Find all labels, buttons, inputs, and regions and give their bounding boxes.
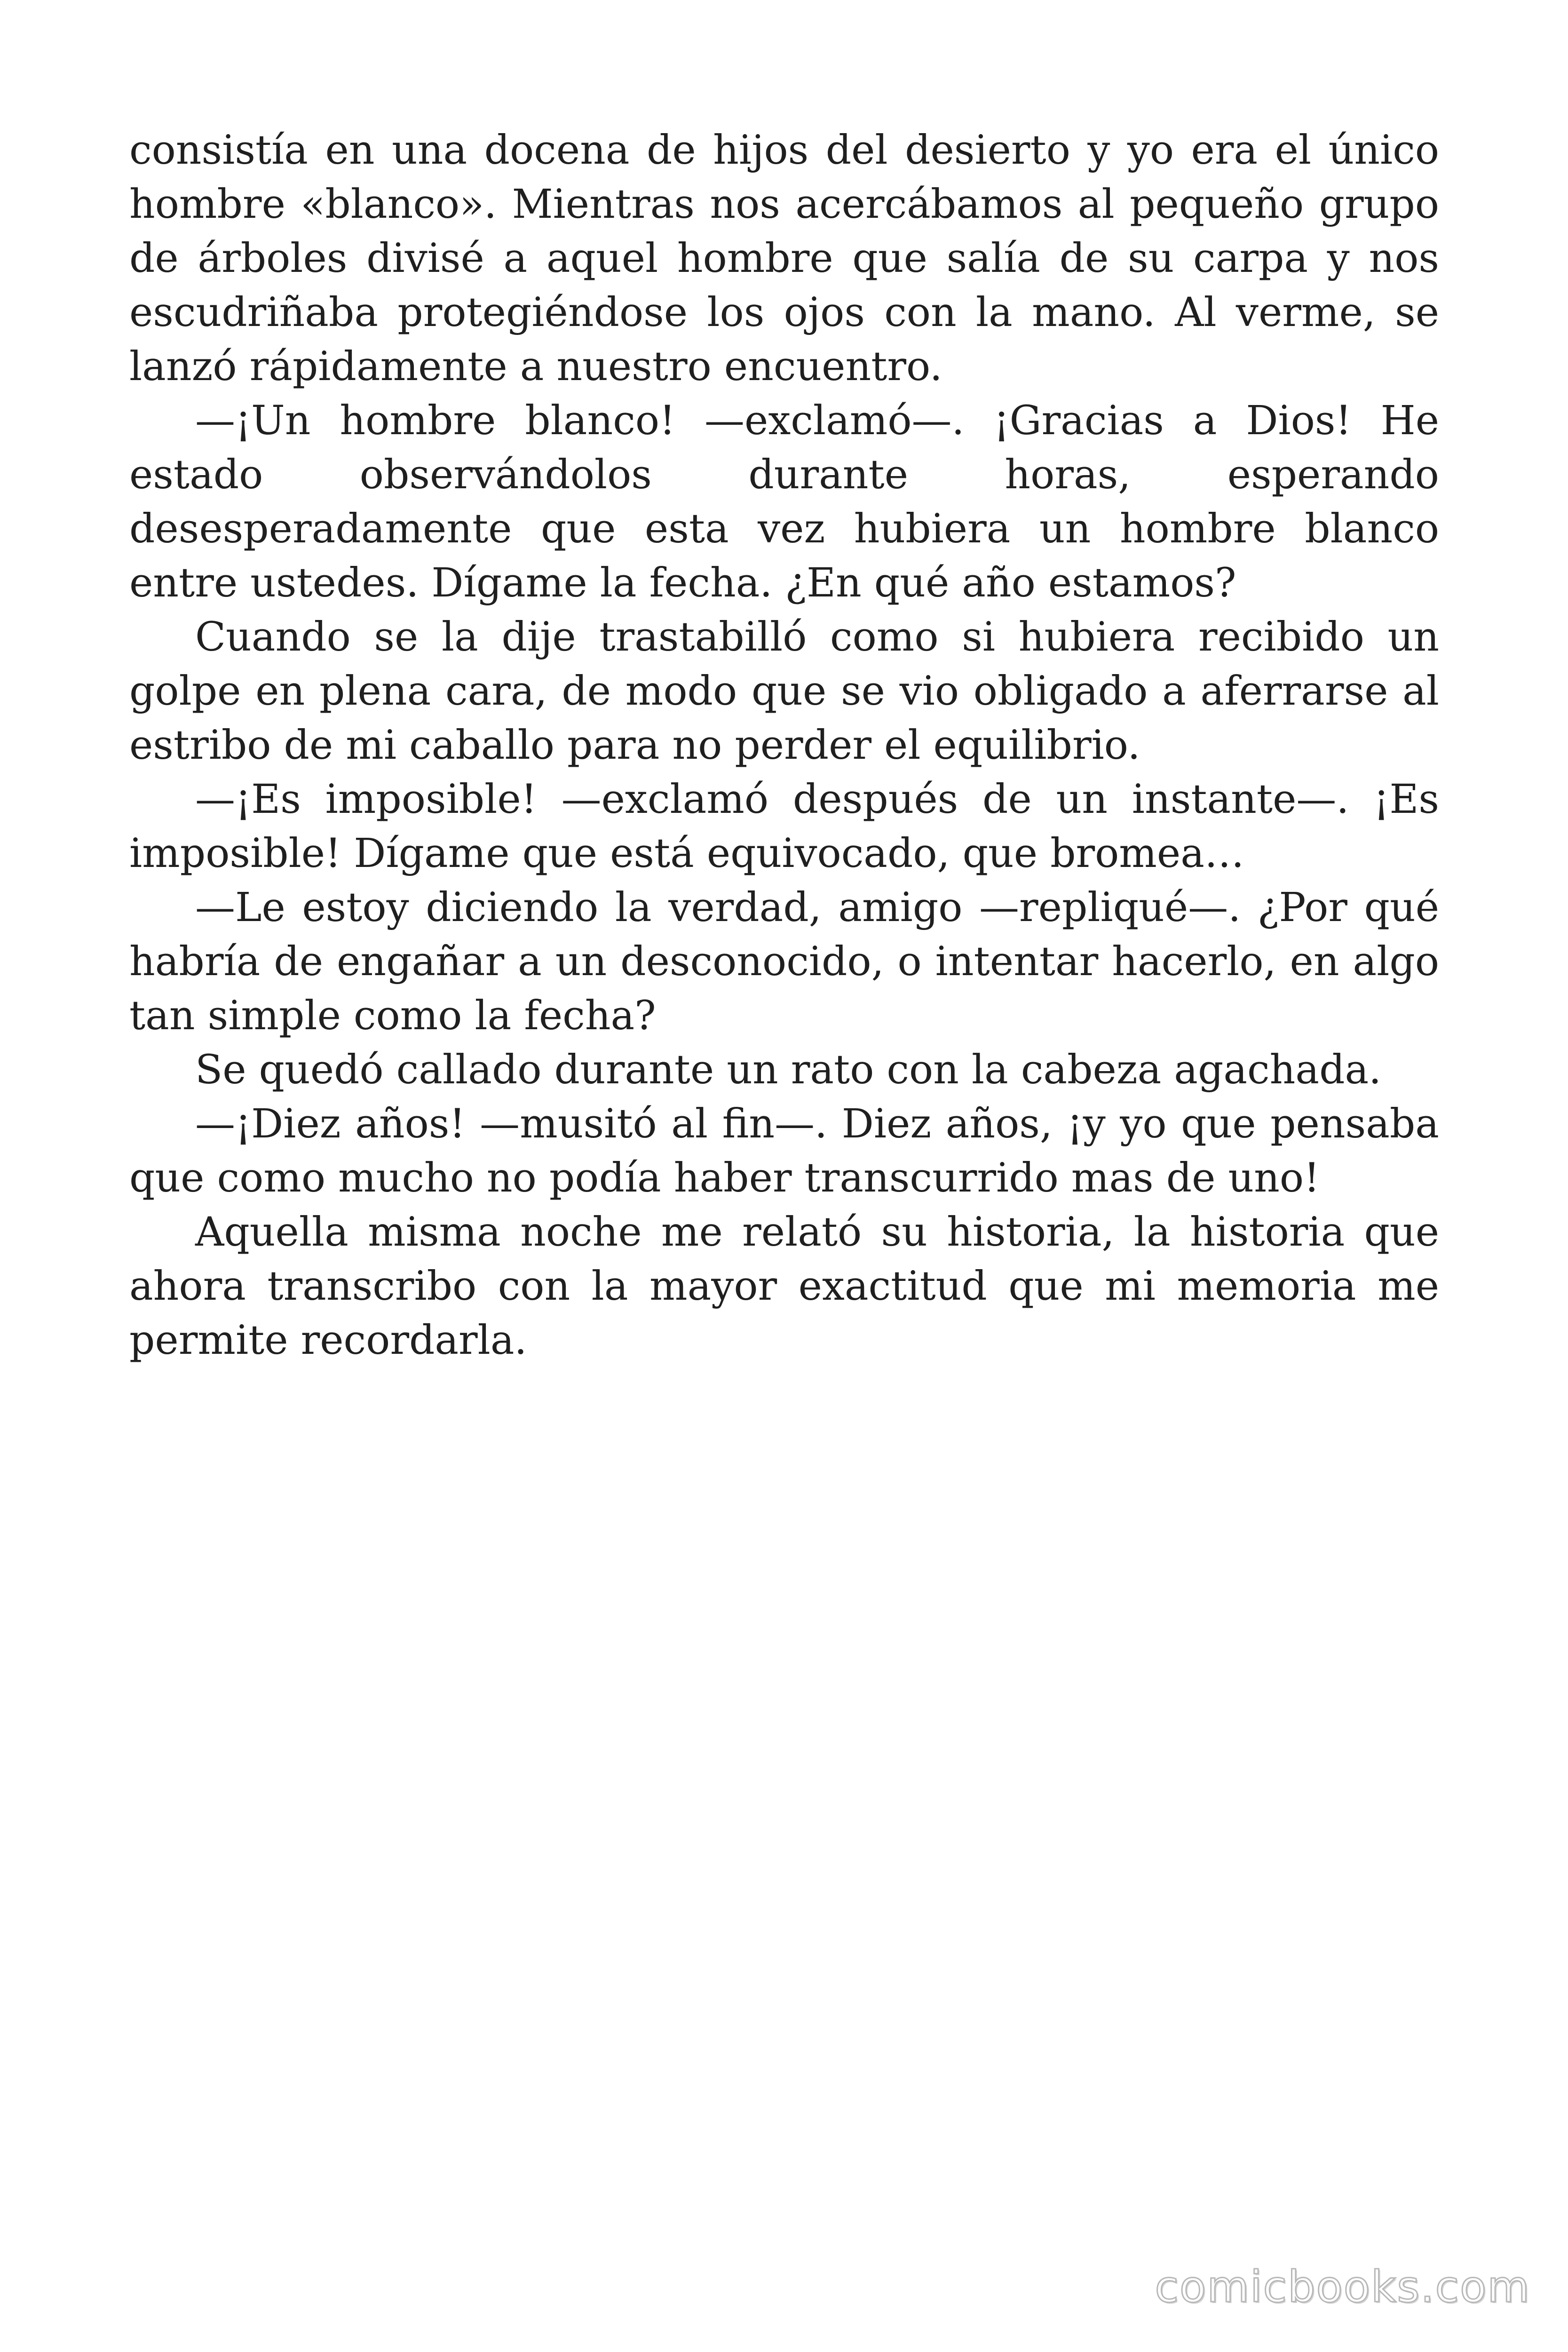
paragraph-8: Aquella misma noche me relató su historia, la historia que ahora transcribo con la mayor exactitud que mi memoria me permite recordarla. (129, 1209, 1439, 1364)
paragraph-2: —¡Un hombre blanco! —exclamó—. ¡Gracias a Dios! He estado observándolos durante horas, esperando desesperadamente que esta vez hubiera un hombre blanco entre ustedes. Dígame la fecha. ¿En qué año estamos? (129, 397, 1439, 606)
paragraph-6: Se quedó callado durante un rato con la cabeza agachada. (195, 1047, 1382, 1093)
paragraph-7: —¡Diez años! —musitó al fin—. Diez años, ¡y yo que pensaba que como mucho no podía haber transcurrido mas de uno! (129, 1101, 1439, 1201)
paragraph-3: Cuando se la dije trastabilló como si hubiera recibido un golpe en plena cara, de modo que se vio obligado a aferrarse al estribo de mi caballo para no perder el equilibrio. (129, 614, 1439, 769)
page-body (129, 123, 1439, 1367)
paragraph-5: —Le estoy diciendo la verdad, amigo —repliqué—. ¿Por qué habría de engañar a un desconocido, o intentar hacerlo, en algo tan simple como la fecha? (129, 884, 1439, 1039)
paragraph-4: —¡Es imposible! —exclamó después de un instante—. ¡Es imposible! Dígame que está equivocado, que bromea… (129, 776, 1439, 877)
watermark: comicbooks.com (1155, 2262, 1530, 2312)
paragraph-1: consistía en una docena de hijos del desierto y yo era el único hombre «blanco». Mientras nos acercábamos al pequeño grupo de árboles divisé a aquel hombre que salía de su carpa y nos escudriñaba protegiéndose los ojos con la mano. Al verme, se lanzó rápidamente a nuestro encuentro. (129, 127, 1439, 390)
